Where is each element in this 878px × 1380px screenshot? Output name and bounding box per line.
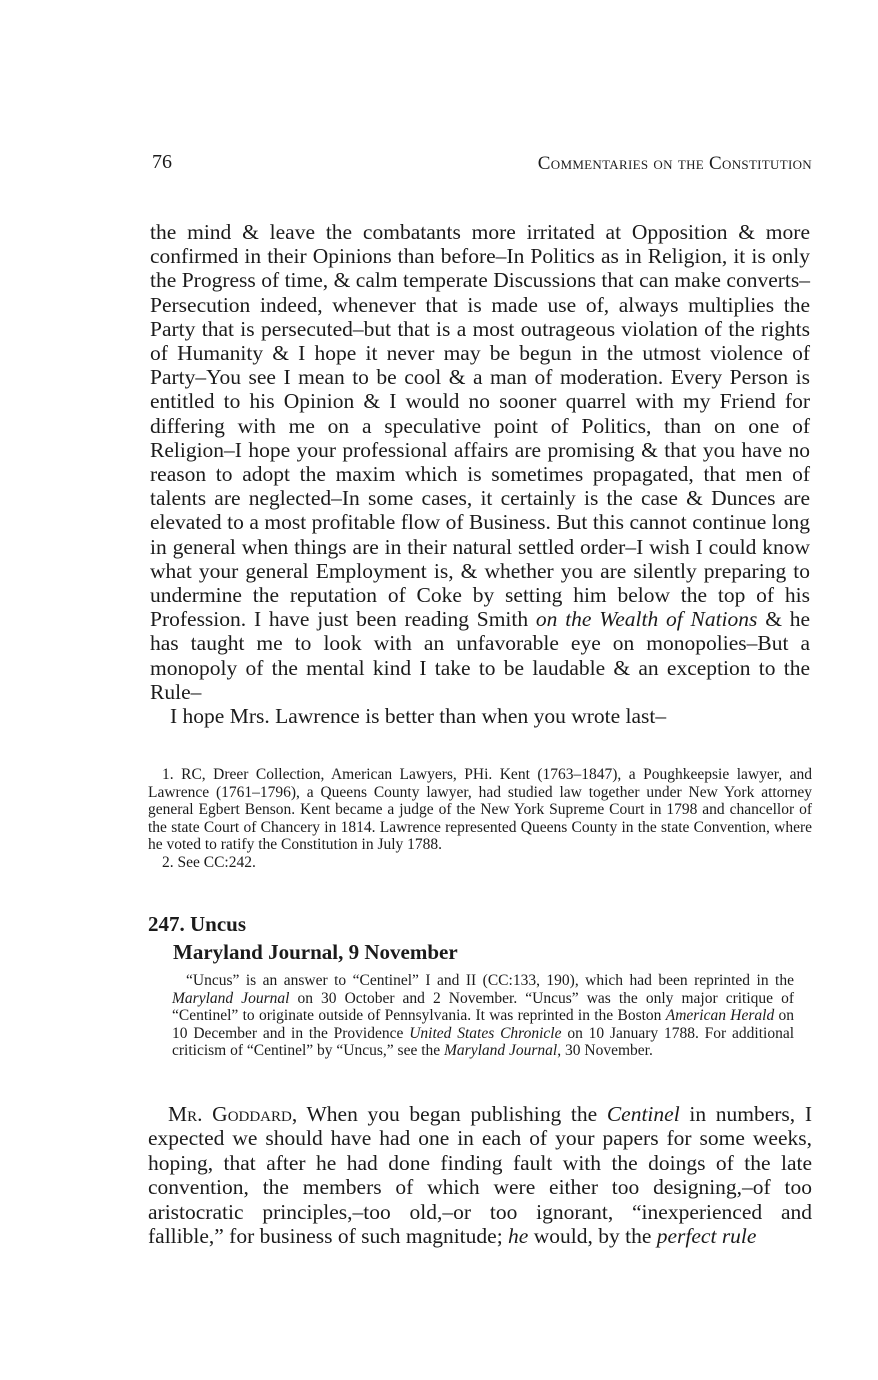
headnote-text: on 30 October and 2 November. “Uncus” was the only major critique of “Centinel” to originate outside of Pennsylvania. It was reprinted in the Boston	[172, 989, 794, 1025]
footnote-1: 1. RC, Dreer Collection, American Lawyers, PHi. Kent (1763–1847), a Poughkeepsie lawyer, and Lawrence (1761–1796), a Queens County lawyer, had studied law together under New York attorney general Egbert Benson. Kent became a judge of the New York Supreme Court in 1798 and chancellor of the state Court of Chancery in 1814. Lawrence represented Queens County in the state Convention, where he voted to ratify the Constitution in July 1788.	[148, 766, 812, 854]
book-title: on the Wealth of Nations	[535, 607, 758, 632]
article-text: would, by the	[533, 1224, 652, 1249]
article-paragraph	[148, 1102, 812, 1248]
emphasis: he	[508, 1224, 529, 1249]
newspaper-title: Maryland Journal	[444, 1042, 558, 1060]
running-title: Commentaries on the Constitution	[537, 153, 812, 174]
article-text: , When you began publishing the	[291, 1102, 598, 1126]
headnote-text: on 10 December and in the Providence	[172, 1007, 795, 1042]
newspaper-title: Maryland Journal	[172, 989, 290, 1007]
headnote-text: “Uncus” is an answer to “Centinel” I and II (CC:133, 190), which had been reprinted in the	[186, 972, 794, 989]
newspaper-title: United States Chronicle	[409, 1024, 562, 1042]
footnote-2: 2. See CC:242.	[162, 853, 256, 871]
pseudonym: Centinel	[606, 1102, 680, 1126]
headnote-paragraph	[172, 972, 794, 1060]
headnote-text: , 30 November.	[557, 1042, 653, 1060]
emphasis: perfect rule	[656, 1224, 757, 1249]
letter-text-tail: & he has taught me to look with an unfavorable eye on monopolies–But a monopoly of the mental kind I take to be laudable & an exception to the Rule–	[150, 607, 810, 704]
headnote	[172, 972, 794, 1060]
footnotes	[148, 766, 812, 872]
headnote-text: on 10 January 1788. For additional criticism of “Centinel” by “Uncus,” see the	[172, 1024, 795, 1060]
page-number: 76	[152, 151, 172, 173]
newspaper-title: American Herald	[665, 1007, 775, 1025]
letter-text: the mind & leave the combatants more irritated at Opposition & more confirmed in their Opinions than before–In Politics as in Religion, it is only the Progress of time, & calm temperate Discussions that can make converts–Persecution indeed, whenever that is made use of, always multiplies the Party that is persecuted–but that is a most outrageous violation of the rights of Humanity & I hope it never may be begun in the utmost violence of Party–You see I mean to be cool & a man of moderation. Every Person is entitled to his Opinion & I would no sooner quarrel with my Friend for differing with me on a speculative point of Politics, than on one of Religion–I hope your professional affairs are promising & that you have no reason to adopt the maxim which is sometimes propagated, that men of talents are neglected–In some cases, it certainly is the case & Dunces are elevated to a most profitable flow of Business. But this cannot continue long in general when things are in their natural settled order–I wish I could know what your general Employment is, & whether you are silently preparing to undermine the reputation of Coke by setting him below the top of his Profession. I have just been reading Smith	[150, 220, 810, 632]
document-source: Maryland Journal, 9 November	[173, 940, 458, 964]
salutation: Mr. Goddard	[168, 1102, 292, 1126]
article-text: in numbers, I expected we should have had one in each of your papers for some weeks, hoping, that after he had done finding fault with the doings of the late convention, the members of which were either too designing,–of too aristocratic principles,–too old,–or too ignorant, “inexperienced and fallible,” for business of such magnitude;	[148, 1102, 812, 1249]
letter-closing: I hope Mrs. Lawrence is better than when you wrote last–	[170, 704, 667, 729]
article-body	[148, 1102, 812, 1248]
document-heading	[148, 910, 812, 966]
letter-body	[150, 220, 810, 728]
document-number-title: 247. Uncus	[148, 912, 247, 936]
letter-paragraph	[150, 220, 810, 704]
